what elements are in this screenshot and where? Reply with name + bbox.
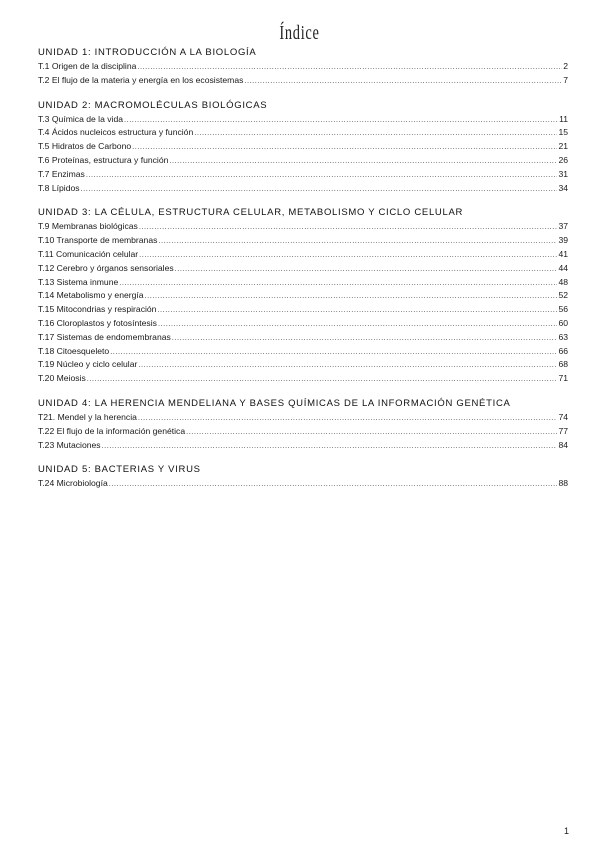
entry-title: T.22 El flujo de la información genética: [38, 425, 186, 436]
dot-leader: [244, 74, 562, 88]
entry-page: 84: [558, 439, 568, 450]
unit-2: [38, 99, 568, 196]
entry-page: 77: [558, 425, 568, 436]
toc-entry[interactable]: [38, 60, 568, 74]
dot-leader: [81, 182, 558, 196]
dot-leader: [138, 358, 557, 372]
unit-4: [38, 397, 568, 452]
dot-leader: [186, 425, 557, 439]
entry-title: T.12 Cerebro y órganos sensoriales: [38, 262, 174, 273]
toc-entry[interactable]: [38, 477, 568, 491]
dot-leader: [139, 248, 557, 262]
entry-page: 39: [558, 235, 568, 246]
entry-title: T.4 Ácidos nucleicos estructura y función: [38, 127, 194, 138]
dot-leader: [86, 168, 558, 182]
dot-leader: [132, 140, 557, 154]
toc-entry[interactable]: [38, 74, 568, 88]
entry-title: T.24 Microbiología: [38, 478, 108, 489]
table-of-contents: [38, 46, 568, 502]
page-number: 1: [563, 826, 569, 836]
unit-heading: UNIDAD 1: INTRODUCCIÓN A LA BIOLOGÍA: [38, 47, 257, 58]
entry-page: 88: [558, 478, 568, 489]
entry-page: 71: [558, 373, 568, 384]
dot-leader: [137, 60, 562, 74]
dot-leader: [109, 477, 558, 491]
entry-title: T.16 Cloroplastos y fotosíntesis: [38, 317, 157, 328]
toc-entry[interactable]: [38, 276, 568, 290]
toc-entry[interactable]: [38, 140, 568, 154]
entry-page: 60: [558, 317, 568, 328]
dot-leader: [87, 372, 558, 386]
entry-title: T.15 Mitocondrias y respiración: [38, 304, 157, 315]
dot-leader: [139, 220, 558, 234]
entry-page: 7: [563, 74, 568, 85]
entry-title: T.17 Sistemas de endomembranas: [38, 331, 171, 342]
toc-entry[interactable]: [38, 358, 568, 372]
entry-page: 74: [558, 411, 568, 422]
entry-title: T.14 Metabolismo y energía: [38, 290, 144, 301]
toc-entry[interactable]: [38, 303, 568, 317]
unit-1: [38, 46, 568, 88]
toc-entry[interactable]: [38, 289, 568, 303]
unit-heading: UNIDAD 2: MACROMOLÉCULAS BIOLÓGICAS: [38, 99, 268, 111]
entry-title: T.18 Citoesqueleto: [38, 345, 110, 356]
entry-title: T21. Mendel y la herencia: [38, 411, 137, 422]
dot-leader: [145, 289, 558, 303]
entry-page: 63: [558, 331, 568, 342]
dot-leader: [119, 276, 557, 290]
entry-page: 21: [558, 141, 568, 152]
entry-title: T.3 Química de la vida: [38, 113, 124, 124]
toc-entry[interactable]: [38, 182, 568, 196]
entry-title: T.7 Enzimas: [38, 168, 85, 179]
entry-title: T.8 Lípidos: [38, 182, 80, 193]
entry-page: 26: [558, 154, 568, 165]
dot-leader: [102, 439, 558, 453]
dot-leader: [138, 411, 558, 425]
dot-leader: [158, 234, 557, 248]
toc-entry[interactable]: [38, 331, 568, 345]
entry-page: 15: [558, 127, 568, 138]
entry-title: T.23 Mutaciones: [38, 439, 101, 450]
entry-page: 41: [558, 248, 568, 259]
entry-title: T.9 Membranas biológicas: [38, 221, 138, 232]
dot-leader: [194, 126, 557, 140]
entry-title: T.5 Hidratos de Carbono: [38, 141, 132, 152]
entry-page: 2: [563, 61, 568, 71]
dot-leader: [169, 154, 557, 168]
entry-page: 44: [558, 262, 568, 273]
entry-title: T.2 El flujo de la materia y energía en los ecosistemas: [38, 74, 244, 85]
entry-page: 66: [558, 345, 568, 356]
toc-entry[interactable]: [38, 234, 568, 248]
entry-title: T.13 Sistema inmune: [38, 276, 119, 287]
entry-page: 68: [558, 359, 568, 370]
toc-entry[interactable]: [38, 248, 568, 262]
entry-page: 31: [558, 168, 568, 179]
unit-5: [38, 463, 568, 491]
entry-title: T.11 Comunicación celular: [38, 248, 139, 259]
toc-entry[interactable]: [38, 345, 568, 359]
page-title: Índice: [279, 22, 320, 44]
unit-heading: UNIDAD 5: BACTERIAS Y VIRUS: [38, 464, 201, 476]
entry-page: 34: [558, 182, 568, 193]
unit-heading: UNIDAD 3: LA CÉLULA, ESTRUCTURA CELULAR, METABOLISMO Y CICLO CELULAR: [38, 207, 464, 219]
dot-leader: [158, 317, 558, 331]
toc-entry[interactable]: [38, 372, 568, 386]
dot-leader: [172, 331, 558, 345]
unit-heading: UNIDAD 4: LA HERENCIA MENDELIANA Y BASES QUÍMICAS DE LA INFORMACIÓN GENÉTICA: [38, 397, 511, 409]
dot-leader: [175, 262, 558, 276]
toc-entry[interactable]: [38, 262, 568, 276]
entry-title: T.6 Proteínas, estructura y función: [38, 154, 169, 165]
toc-entry[interactable]: [38, 113, 568, 127]
toc-entry[interactable]: [38, 425, 568, 439]
entry-title: T.19 Núcleo y ciclo celular: [38, 359, 138, 370]
unit-3: [38, 206, 568, 386]
toc-entry[interactable]: [38, 439, 568, 453]
dot-leader: [110, 345, 557, 359]
entry-title: T.20 Meiosis: [38, 373, 86, 384]
entry-title: T.1 Origen de la disciplina: [38, 61, 137, 71]
entry-title: T.10 Transporte de membranas: [38, 235, 158, 246]
toc-entry[interactable]: [38, 317, 568, 331]
entry-page: 52: [558, 290, 568, 301]
toc-entry[interactable]: [38, 126, 568, 140]
entry-page: 11: [559, 113, 568, 124]
toc-entry[interactable]: [38, 154, 568, 168]
toc-entry[interactable]: [38, 220, 568, 234]
toc-entry[interactable]: [38, 411, 568, 425]
entry-page: 48: [558, 276, 568, 287]
entry-page: 37: [558, 221, 568, 232]
toc-entry[interactable]: [38, 168, 568, 182]
dot-leader: [124, 113, 558, 127]
dot-leader: [157, 303, 557, 317]
entry-page: 56: [558, 304, 568, 315]
